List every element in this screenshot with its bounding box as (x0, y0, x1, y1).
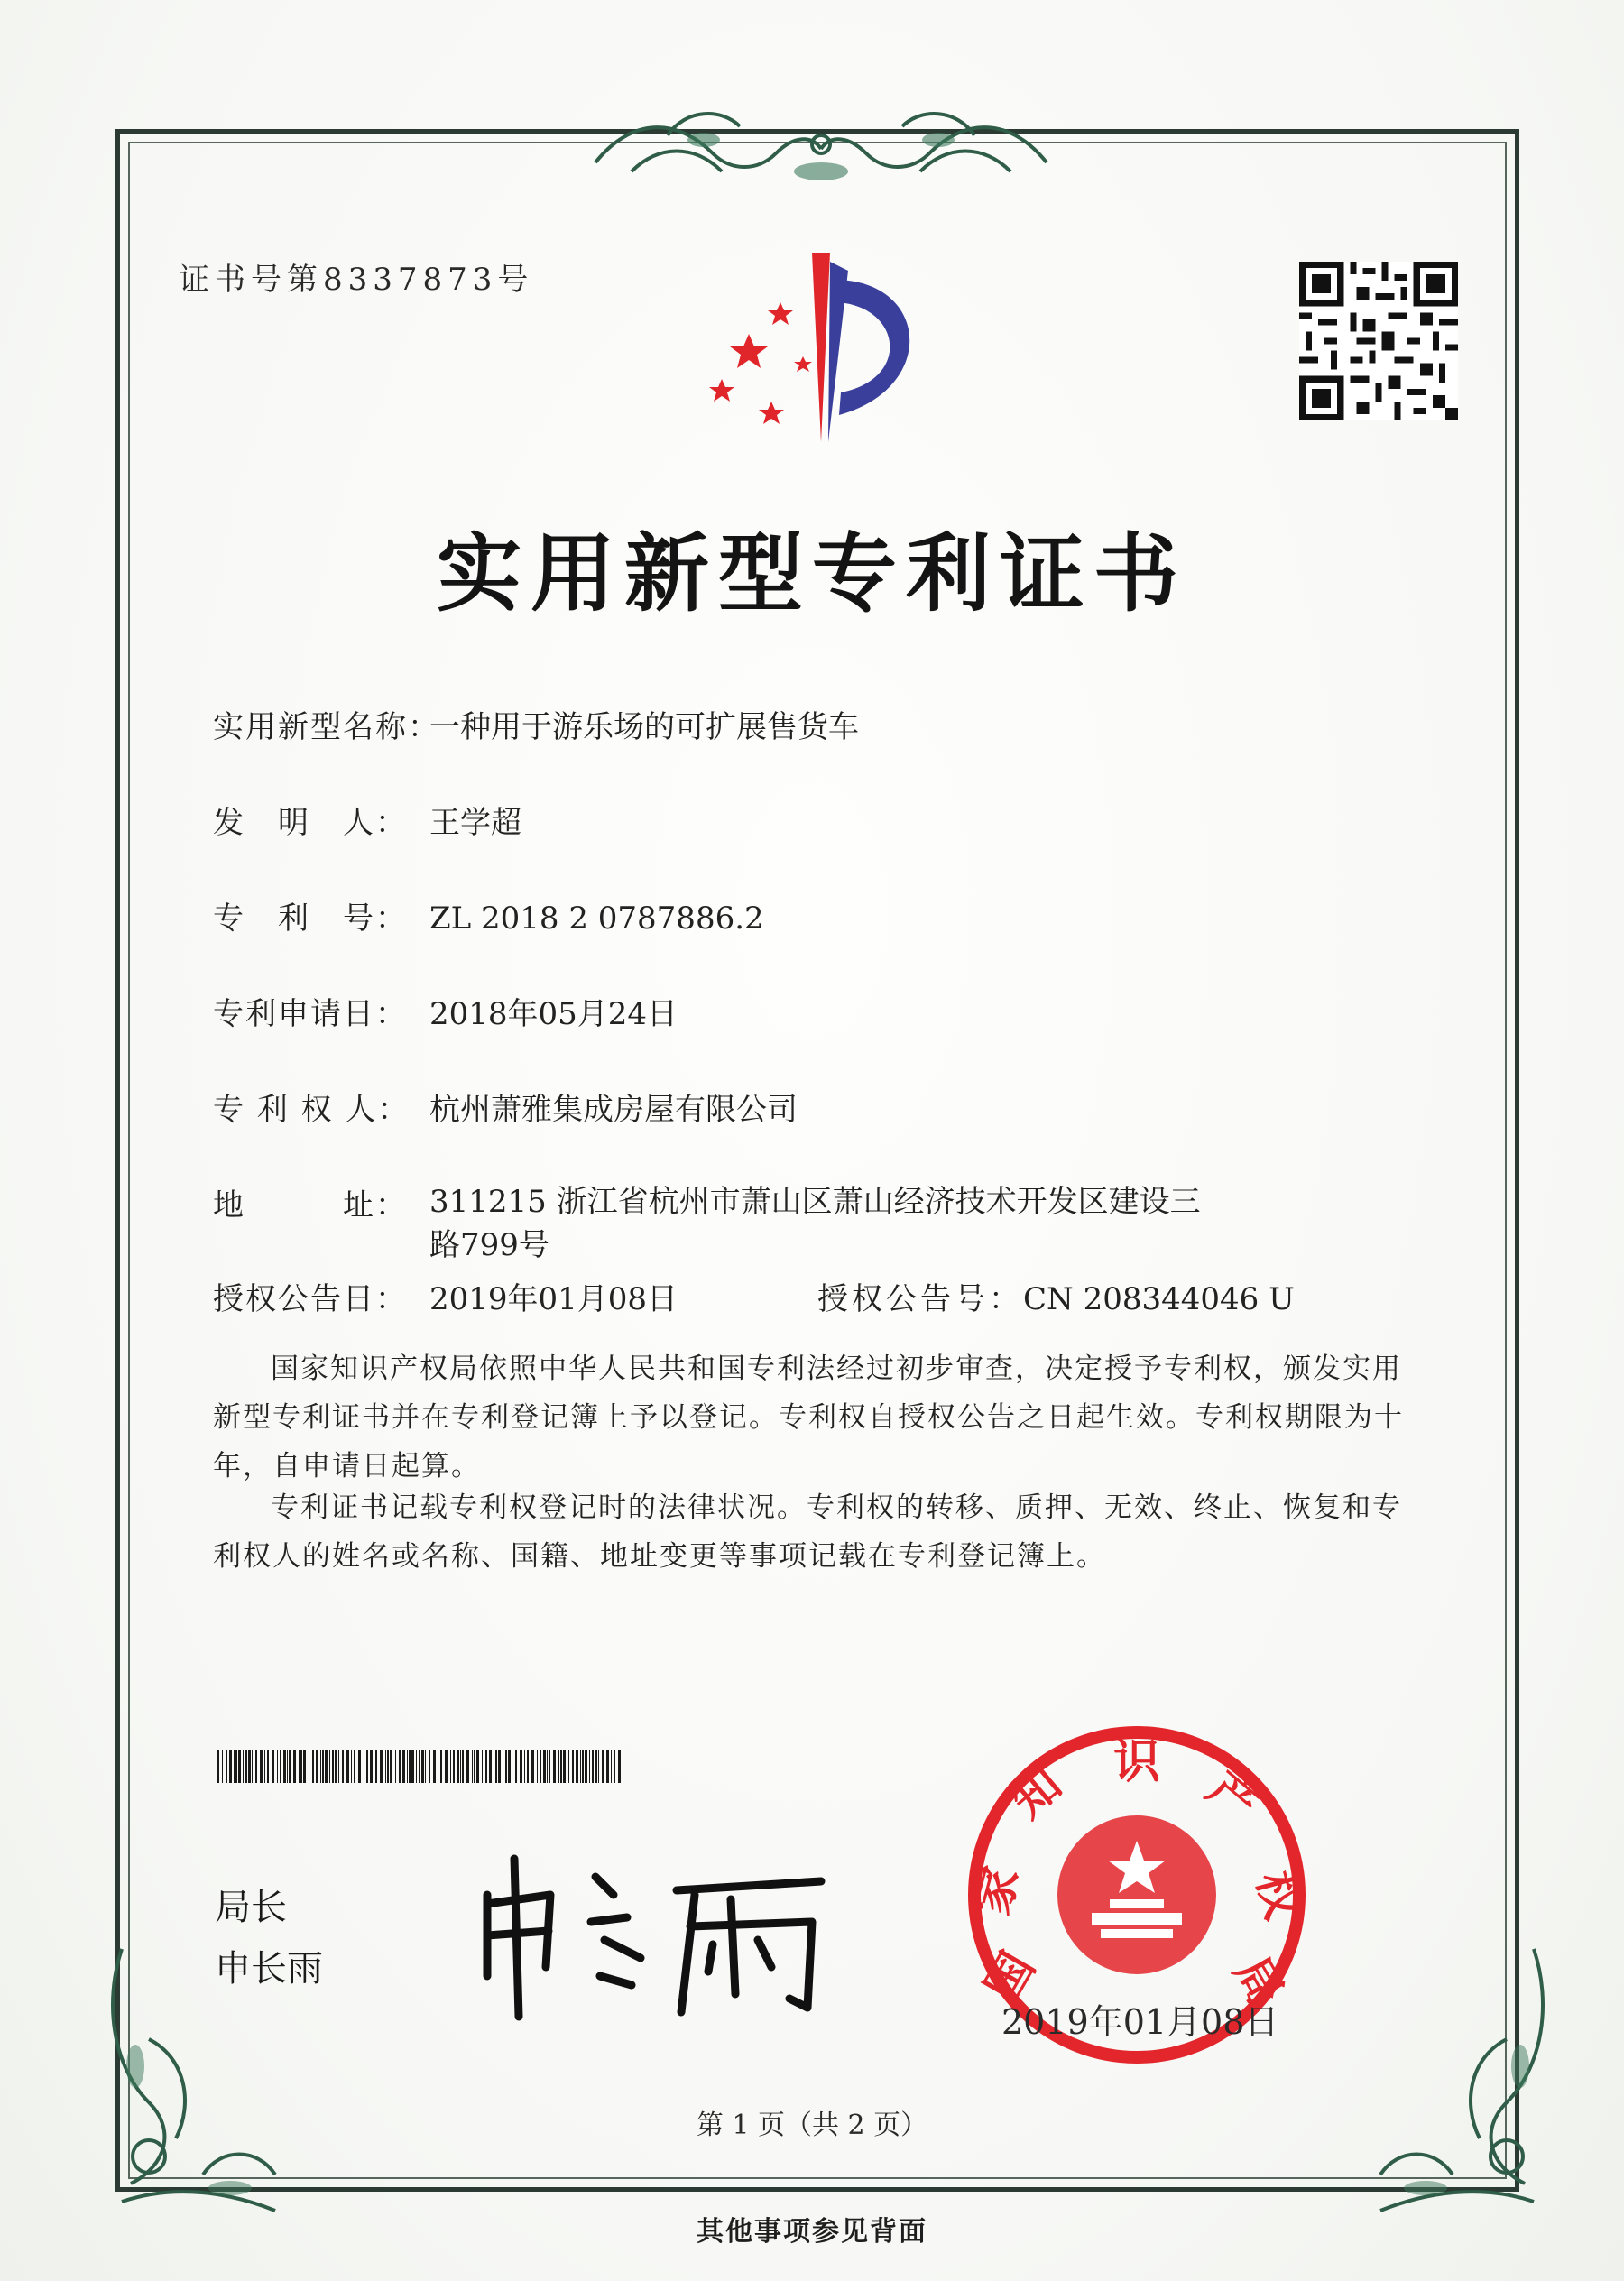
utility-model-name-label: 实用新型名称： (213, 709, 440, 745)
bottom-left-ornament-icon (95, 1931, 329, 2220)
address-row (213, 1180, 1223, 1267)
patentee-label: 专 利 权 人： (213, 1092, 411, 1128)
seal-date: 2019年01月08日 (1001, 2002, 1279, 2042)
qr-code-icon (1299, 262, 1458, 420)
svg-text:产: 产 (1196, 1760, 1269, 1833)
bottom-right-ornament-icon (1326, 1931, 1561, 2220)
svg-text:权: 权 (1245, 1865, 1312, 1925)
grant-date-value: 2019年01月08日 (429, 1281, 678, 1317)
director-signature-icon (469, 1841, 830, 2021)
certificate-number: 证书号第8337873号 (179, 262, 534, 298)
svg-text:国: 国 (974, 1943, 1047, 2012)
grant-number-value: CN 208344046 U (1023, 1281, 1295, 1317)
patent-office-emblem-icon (695, 253, 947, 451)
filing-date-row (213, 989, 678, 1033)
patent-number-label: 专 利 号： (213, 900, 408, 937)
certificate-title: 实用新型专利证书 (436, 524, 1187, 623)
official-title: 局长 (215, 1887, 287, 1928)
page-number: 第 1 页（共 2 页） (696, 2110, 928, 2141)
footer-note: 其他事项参见背面 (697, 2216, 927, 2248)
grant-date-label: 授权公告日： (213, 1281, 408, 1317)
address-label: 地 址： (213, 1187, 408, 1224)
address-value: 311215 浙江省杭州市萧山区萧山经济技术开发区建设三路799号 (429, 1184, 1201, 1263)
svg-text:家: 家 (964, 1861, 1030, 1921)
official-name: 申长雨 (215, 1948, 323, 1990)
barcode-icon (217, 1750, 623, 1783)
utility-model-name-row (213, 702, 859, 746)
inventor-label: 发 明 人： (213, 805, 408, 841)
svg-text:知: 知 (1001, 1756, 1073, 1829)
filing-date-label: 专利申请日： (213, 996, 408, 1032)
filing-date-value: 2018年05月24日 (429, 996, 678, 1032)
grant-date-row (213, 1274, 678, 1318)
patentee-row (213, 1085, 798, 1129)
svg-text:局: 局 (1223, 1947, 1295, 2017)
svg-text:识: 识 (1112, 1734, 1161, 1789)
patent-number-value: ZL 2018 2 0787886.2 (429, 900, 764, 937)
utility-model-name-value: 一种用于游乐场的可扩展售货车 (429, 709, 859, 745)
legal-paragraph-2: 专利证书记载专利权登记时的法律状况。专利权的转移、质押、无效、终止、恢复和专利权人的姓名或名称、国籍、地址变更等事项记载在专利登记簿上。 (213, 1491, 1402, 1573)
inventor-value: 王学超 (429, 805, 521, 841)
grant-number-label: 授权公告号： (817, 1281, 1023, 1317)
inventor-row (213, 798, 521, 842)
top-ornament-icon (577, 99, 1065, 199)
grant-number-row (817, 1274, 1295, 1318)
patent-number-row (213, 893, 764, 937)
legal-paragraph-1: 国家知识产权局依照中华人民共和国专利法经过初步审查，决定授予专利权，颁发实用新型专利证书并在专利登记簿上予以登记。专利权自授权公告之日起生效。专利权期限为十年，自申请日起算。 (213, 1353, 1404, 1482)
patentee-value: 杭州萧雅集成房屋有限公司 (429, 1092, 798, 1128)
